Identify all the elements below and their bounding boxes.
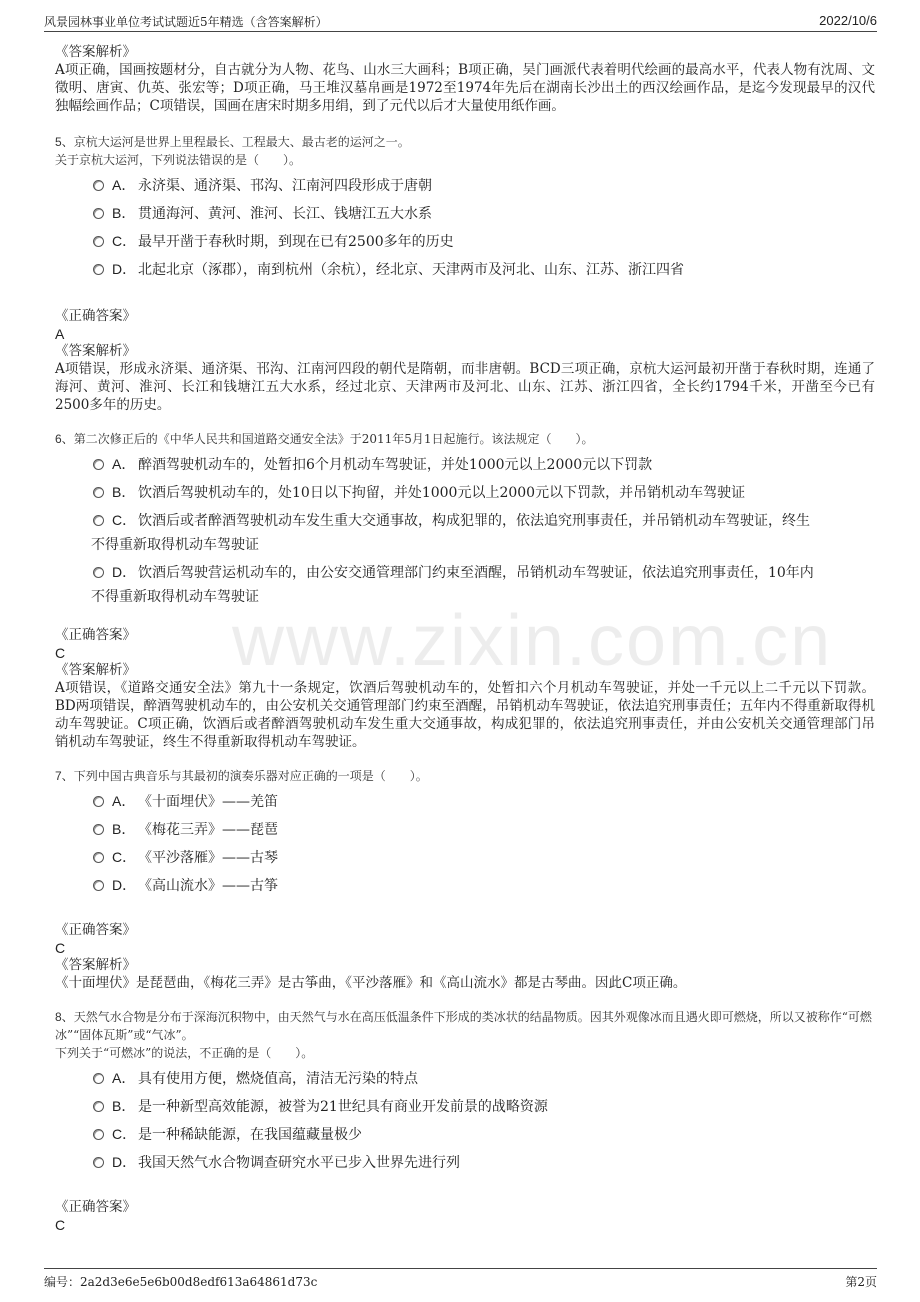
question-6 [55, 430, 875, 751]
radio-icon[interactable] [93, 459, 104, 470]
question-stem: 7、下列中国古典音乐与其最初的演奏乐器对应正确的一项是（ ）。 [55, 769, 428, 783]
correct-answer-value: C [55, 940, 66, 956]
radio-icon[interactable] [93, 1129, 104, 1140]
answer-block [55, 1199, 875, 1234]
option-b[interactable]: B． 贯通海河、黄河、淮河、长江、钱塘江五大水系 [55, 201, 875, 226]
option-d[interactable]: D． 《高山流水》——古筝 [55, 873, 875, 898]
radio-icon[interactable] [93, 1073, 104, 1084]
answer-block [55, 308, 875, 414]
document-code: 编号：2a2d3e6e5e6b00d8edf613a64861d73c [44, 1275, 318, 1289]
document-title: 风景园林事业单位考试试题近5年精选（含答案解析） [44, 15, 328, 29]
explanation-text: A项错误，《道路交通安全法》第九十一条规定，饮酒后驾驶机动车的，处暂扣六个月机动车驾驶证，并处一千元以上二千元以下罚款。BD两项错误，醉酒驾驶机动车的，由公安机关交通管理部门约束至酒醒，吊销机动车驾驶证，依法追究刑事责任；五年内不得重新取得机动车驾驶证。C项正确，饮酒后或者醉酒驾驶机动车发生重大交通事故，构成犯罪的，依法追究刑事责任，并由公安机关交通管理部门吊销机动车驾驶证，终生不得重新取得机动车驾驶证。 [55, 680, 875, 750]
answer-block [55, 922, 875, 992]
options-list [55, 452, 875, 609]
page-footer [44, 1268, 877, 1290]
explanation-text: A项错误，形成永济渠、通济渠、邗沟、江南河四段的朝代是隋朝，而非唐朝。BCD三项正确，京杭大运河最初开凿于春秋时期，连通了海河、黄河、淮河、长江和钱塘江五大水系，经过北京、天津两市及河北、山东、江苏、浙江四省，全长约1794千米，开凿至今已有2500多年的历史。 [55, 361, 875, 413]
option-c[interactable]: C． 是一种稀缺能源，在我国蕴藏量极少 [55, 1122, 875, 1147]
option-a[interactable]: A． 永济渠、通济渠、邗沟、江南河四段形成于唐朝 [55, 173, 875, 198]
correct-answer-label: 《正确答案》 [55, 308, 136, 324]
option-d[interactable]: D． 饮酒后驾驶营运机动车的，由公安交通管理部门约束至酒醒，吊销机动车驾驶证，依法追究刑事责任，10年内 不得重新取得机动车驾驶证 [91, 564, 814, 605]
options-list [55, 1066, 875, 1175]
options-list [55, 173, 875, 282]
question-5 [55, 133, 875, 414]
options-list [55, 789, 875, 898]
explanation-label: 《答案解析》 [55, 957, 136, 973]
q4-explanation-block [55, 44, 875, 115]
radio-icon[interactable] [93, 796, 104, 807]
radio-icon[interactable] [93, 567, 104, 578]
explanation-text: A项正确，国画按题材分，自古就分为人物、花鸟、山水三大画科；B项正确，吴门画派代表着明代绘画的最高水平，代表人物有沈周、文徵明、唐寅、仇英、张宏等；D项正确，马王堆汉墓帛画是1972至1974年先后在湖南长沙出土的西汉绘画作品，是迄今发现最早的汉代独幅绘画作品；C项错误，国画在唐宋时期多用绢，到了元代以后才大量使用纸作画。 [55, 62, 875, 114]
option-c[interactable]: C． 《平沙落雁》——古琴 [55, 845, 875, 870]
question-stem: 5、京杭大运河是世界上里程最长、工程最大、最古老的运河之一。 [55, 135, 410, 149]
answer-block [55, 627, 875, 751]
explanation-label: 《答案解析》 [55, 44, 136, 60]
radio-icon[interactable] [93, 824, 104, 835]
radio-icon[interactable] [93, 880, 104, 891]
watermark: www.zixin.com.cn [232, 601, 833, 681]
question-stem-line2: 关于京杭大运河，下列说法错误的是（ ）。 [55, 153, 302, 167]
radio-icon[interactable] [93, 236, 104, 247]
correct-answer-label: 《正确答案》 [55, 922, 136, 938]
correct-answer-value: C [55, 1217, 66, 1233]
correct-answer-label: 《正确答案》 [55, 1199, 136, 1215]
option-d[interactable]: D． 我国天然气水合物调查研究水平已步入世界先进行列 [55, 1150, 875, 1175]
correct-answer-label: 《正确答案》 [55, 627, 136, 643]
correct-answer-value: C [55, 645, 66, 661]
explanation-label: 《答案解析》 [55, 662, 136, 678]
question-stem: 8、天然气水合物是分布于深海沉积物中，由天然气与水在高压低温条件下形成的类冰状的结晶物质。因其外观像冰而且遇火即可燃烧，所以又被称作“可燃冰”“固体瓦斯”或“气冰”。 [55, 1010, 872, 1042]
radio-icon[interactable] [93, 180, 104, 191]
option-b[interactable]: B． 是一种新型高效能源，被誉为21世纪具有商业开发前景的战略资源 [55, 1094, 875, 1119]
question-stem-line2: 下列关于“可燃冰”的说法，不正确的是（ ）。 [55, 1046, 314, 1060]
option-a[interactable]: A． 醉酒驾驶机动车的，处暂扣6个月机动车驾驶证，并处1000元以上2000元以下罚款 [55, 452, 875, 477]
radio-icon[interactable] [93, 852, 104, 863]
option-d[interactable]: D． 北起北京（涿郡），南到杭州（余杭），经北京、天津两市及河北、山东、江苏、浙江四省 [55, 257, 875, 282]
radio-icon[interactable] [93, 208, 104, 219]
question-7 [55, 767, 875, 992]
radio-icon[interactable] [93, 1101, 104, 1112]
option-a[interactable]: A． 具有使用方便，燃烧值高，清洁无污染的特点 [55, 1066, 875, 1091]
radio-icon[interactable] [93, 1157, 104, 1168]
option-c[interactable]: C． 饮酒后或者醉酒驾驶机动车发生重大交通事故，构成犯罪的，依法追究刑事责任，并吊销机动车驾驶证，终生 不得重新取得机动车驾驶证 [91, 512, 810, 553]
radio-icon[interactable] [93, 515, 104, 526]
option-b[interactable]: B． 《梅花三弄》——琵琶 [55, 817, 875, 842]
option-c[interactable]: C． 最早开凿于春秋时期，到现在已有2500多年的历史 [55, 229, 875, 254]
page-header [44, 10, 877, 32]
page-content [55, 44, 875, 1234]
document-date: 2022/10/6 [819, 13, 877, 28]
explanation-text: 《十面埋伏》是琵琶曲，《梅花三弄》是古筝曲，《平沙落雁》和《高山流水》都是古琴曲。因此C项正确。 [55, 975, 687, 991]
question-8 [55, 1008, 875, 1234]
question-stem: 6、第二次修正后的《中华人民共和国道路交通安全法》于2011年5月1日起施行。该法规定（ ）。 [55, 432, 594, 446]
page-number: 第2页 [845, 1275, 877, 1289]
option-b[interactable]: B． 饮酒后驾驶机动车的，处10日以下拘留，并处1000元以上2000元以下罚款，并吊销机动车驾驶证 [55, 480, 875, 505]
radio-icon[interactable] [93, 264, 104, 275]
correct-answer-value: A [55, 326, 65, 342]
explanation-label: 《答案解析》 [55, 343, 136, 359]
radio-icon[interactable] [93, 487, 104, 498]
option-a[interactable]: A． 《十面埋伏》——羌笛 [55, 789, 875, 814]
